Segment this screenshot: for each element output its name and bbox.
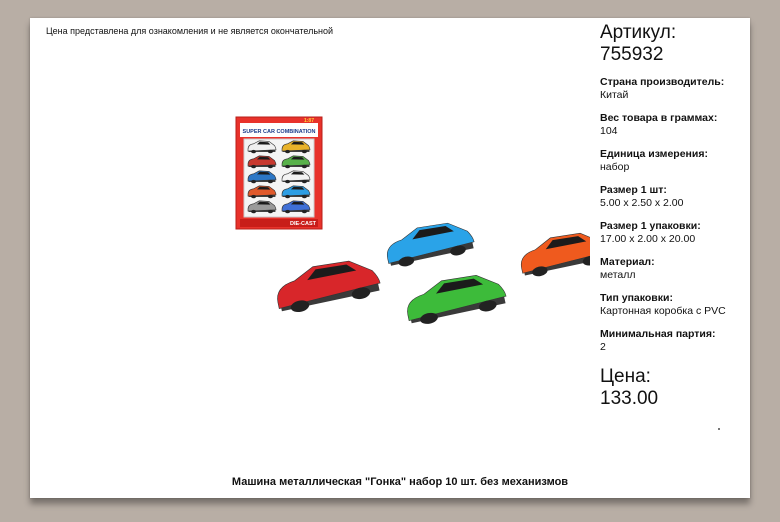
decorative-dot [718,428,720,430]
spec-value: 2 [600,341,606,353]
price-disclaimer: Цена представлена для ознакомления и не является окончательной [46,26,334,36]
spec-label: Размер 1 упаковки: [600,220,701,232]
green-car-icon [402,268,508,327]
spec-label: Размер 1 шт: [600,184,667,196]
blue-car-icon [383,217,476,270]
spec-item [600,328,748,354]
spec-label: Минимальная партия: [600,328,716,340]
spec-item [600,148,748,174]
price-value: 133.00 [600,388,659,409]
package-box [236,117,322,229]
orange-car-icon [517,227,590,279]
spec-label: Тип упаковки: [600,292,673,304]
red-car-icon [272,254,382,316]
price-label: Цена: [600,366,651,387]
specs-panel [600,22,748,410]
spec-item [600,112,748,138]
spec-value: 5.00 x 2.50 x 2.00 [600,197,684,209]
price-block [600,366,748,410]
spec-item [600,220,748,246]
product-image [230,113,590,353]
spec-item [600,184,748,210]
box-brand-text: DIE-CAST [290,221,316,227]
spec-value: набор [600,161,630,173]
spec-item [600,76,748,102]
spec-item [600,292,748,318]
box-label-text: SUPER CAR COMBINATION [242,129,316,135]
spec-label: Страна производитель: [600,76,725,88]
spec-value: 104 [600,125,618,137]
article-value: 755932 [600,44,664,65]
spec-value: 17.00 x 2.00 x 20.00 [600,233,696,245]
spec-label: Единица измерения: [600,148,708,160]
article-label: Артикул: [600,22,677,43]
spec-label: Материал: [600,256,655,268]
product-caption: Машина металлическая "Гонка" набор 10 шт. без механизмов [231,476,569,488]
spec-label: Вес товара в граммах: [600,112,718,124]
spec-item [600,256,748,282]
spec-value: металл [600,269,636,281]
spec-value: Китай [600,89,629,101]
box-scale-text: 1:87 [303,118,314,124]
spec-list [600,76,748,354]
product-sheet [30,18,750,498]
spec-value: Картонная коробка с PVC [600,305,726,317]
